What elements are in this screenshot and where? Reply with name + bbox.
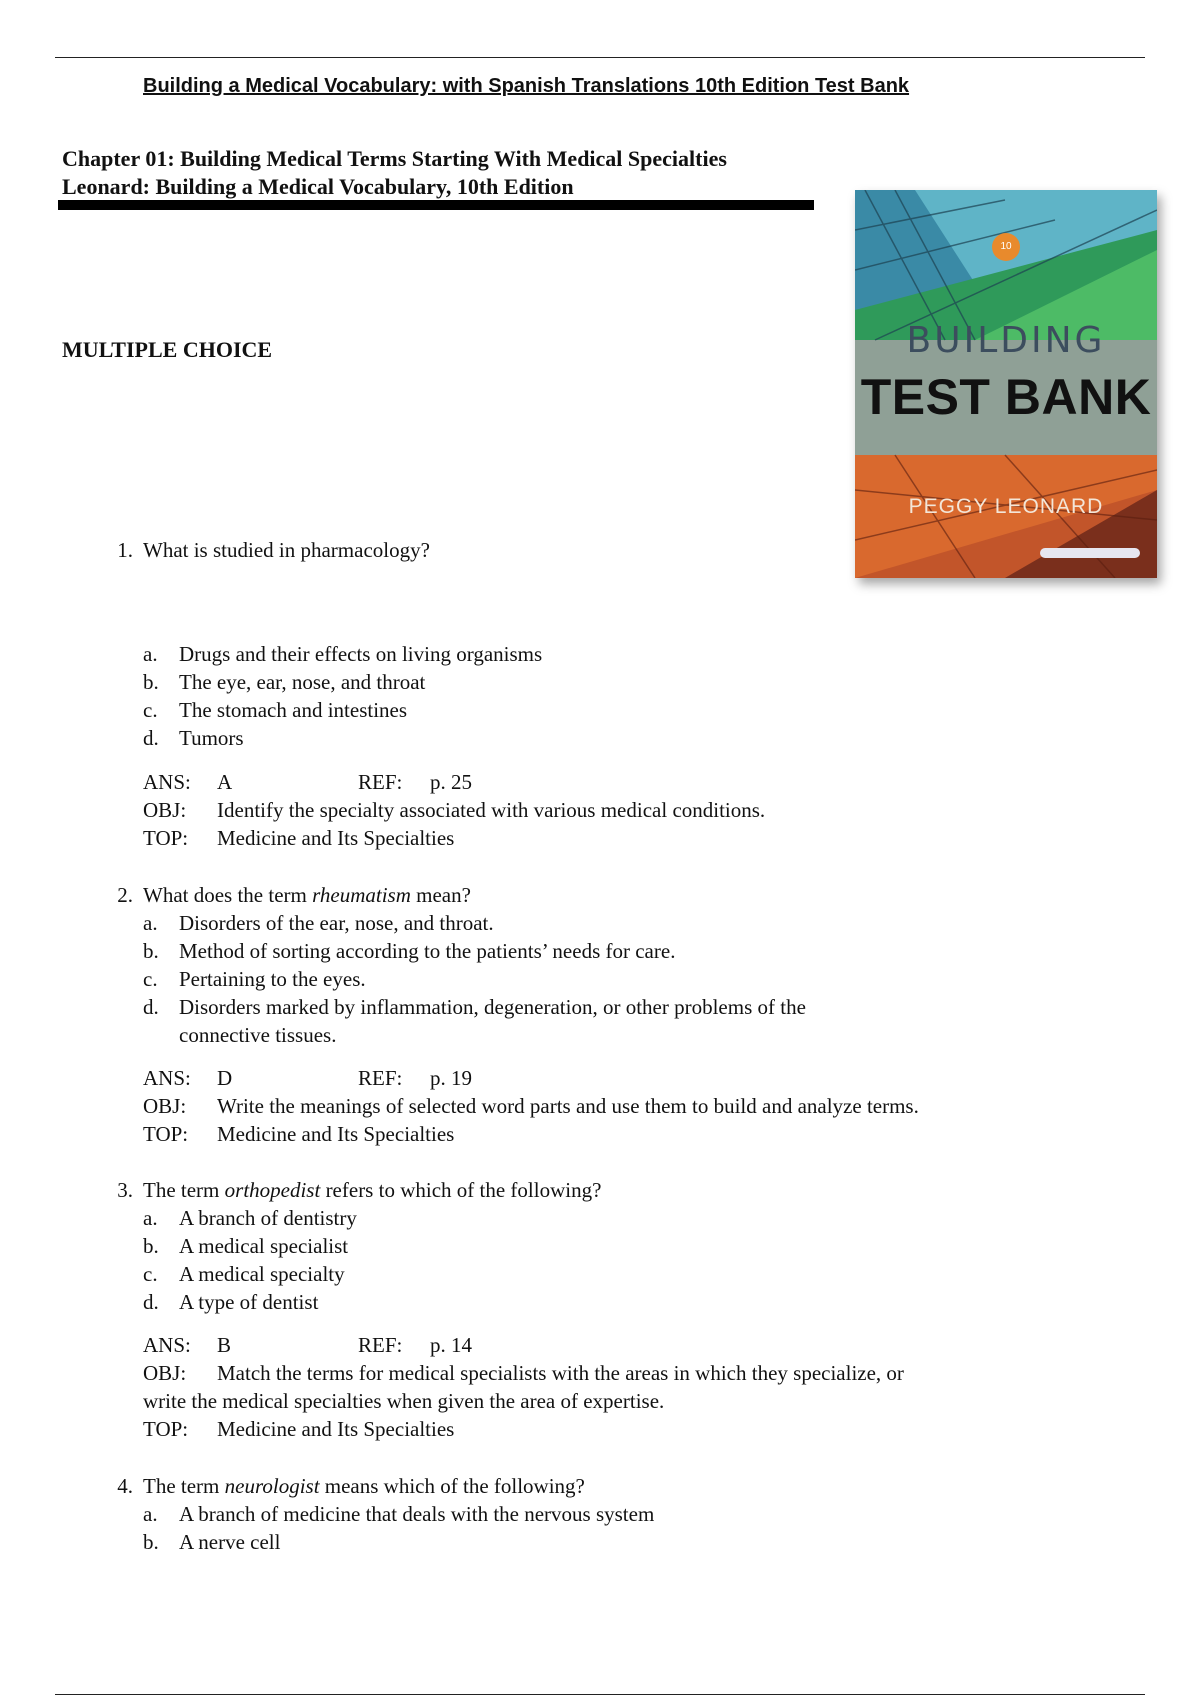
question-number: 3.: [117, 1178, 133, 1202]
chapter-heading: [62, 145, 727, 201]
bottom-rule: [55, 1694, 1145, 1695]
option-2b: b. Method of sorting according to the patients’ needs for care.: [143, 939, 676, 963]
question-number: 2.: [117, 883, 133, 907]
option-4b: b. A nerve cell: [143, 1530, 281, 1554]
question-text: What is studied in pharmacology?: [143, 538, 430, 562]
chapter-title: Chapter 01: Building Medical Terms Starting With Medical Specialties: [62, 146, 727, 171]
document-header-title: Building a Medical Vocabulary: with Spanish Translations 10th Edition Test Bank: [143, 75, 910, 97]
chapter-divider: [58, 200, 814, 210]
answer-1: ANS: A REF: p. 25: [143, 770, 472, 794]
option-2a: a. Disorders of the ear, nose, and throat.: [143, 911, 494, 935]
question-3: [103, 1176, 1003, 1204]
question-text: What does the term rheumatism mean?: [143, 883, 471, 907]
cover-author: PEGGY LEONARD: [908, 495, 1104, 518]
answer-2: ANS: D REF: p. 19: [143, 1066, 472, 1090]
option-2d-continued: connective tissues.: [179, 1023, 337, 1047]
cover-title-word: BUILDING: [906, 320, 1106, 361]
question-1: [103, 536, 803, 564]
question-number: 1.: [117, 538, 133, 562]
objective-2: OBJ: Write the meanings of selected word parts and use them to build and analyze terms.: [143, 1094, 919, 1118]
topic-2: TOP: Medicine and Its Specialties: [143, 1122, 455, 1146]
option-1b: b. The eye, ear, nose, and throat: [143, 670, 426, 694]
option-1c: c. The stomach and intestines: [143, 698, 408, 722]
option-3a: a. A branch of dentistry: [143, 1206, 357, 1230]
answer-3: ANS: B REF: p. 14: [143, 1333, 472, 1357]
test-bank-overlay: TEST BANK: [860, 369, 1152, 425]
question-4: [103, 1472, 1003, 1500]
option-4a: a. A branch of medicine that deals with the nervous system: [143, 1502, 655, 1526]
question-2: [103, 881, 1003, 909]
objective-1: OBJ: Identify the specialty associated with various medical conditions.: [143, 798, 766, 822]
option-3d: d. A type of dentist: [143, 1290, 319, 1314]
objective-3-continued: write the medical specialties when given the area of expertise.: [143, 1389, 665, 1413]
objective-3: OBJ: Match the terms for medical specialists with the areas in which they specialize, or: [143, 1361, 904, 1385]
option-3c: c. A medical specialty: [143, 1262, 345, 1286]
option-1a: a. Drugs and their effects on living organisms: [143, 642, 543, 666]
option-2c: c. Pertaining to the eyes.: [143, 967, 366, 991]
section-title: MULTIPLE CHOICE: [62, 337, 273, 362]
question-text: The term orthopedist refers to which of the following?: [143, 1178, 602, 1202]
question-text: The term neurologist means which of the following?: [143, 1474, 585, 1498]
topic-3: TOP: Medicine and Its Specialties: [143, 1417, 455, 1441]
edition-badge: 10: [992, 233, 1020, 261]
book-title: Leonard: Building a Medical Vocabulary, 10th Edition: [62, 174, 574, 199]
topic-1: TOP: Medicine and Its Specialties: [143, 826, 455, 850]
top-rule: [55, 57, 1145, 58]
question-number: 4.: [117, 1474, 133, 1498]
publisher-badge: [1040, 548, 1140, 558]
option-1d: d. Tumors: [143, 726, 244, 750]
option-2d: d. Disorders marked by inflammation, degeneration, or other problems of the: [143, 995, 806, 1019]
book-cover-image: [855, 190, 1157, 578]
option-3b: b. A medical specialist: [143, 1234, 349, 1258]
